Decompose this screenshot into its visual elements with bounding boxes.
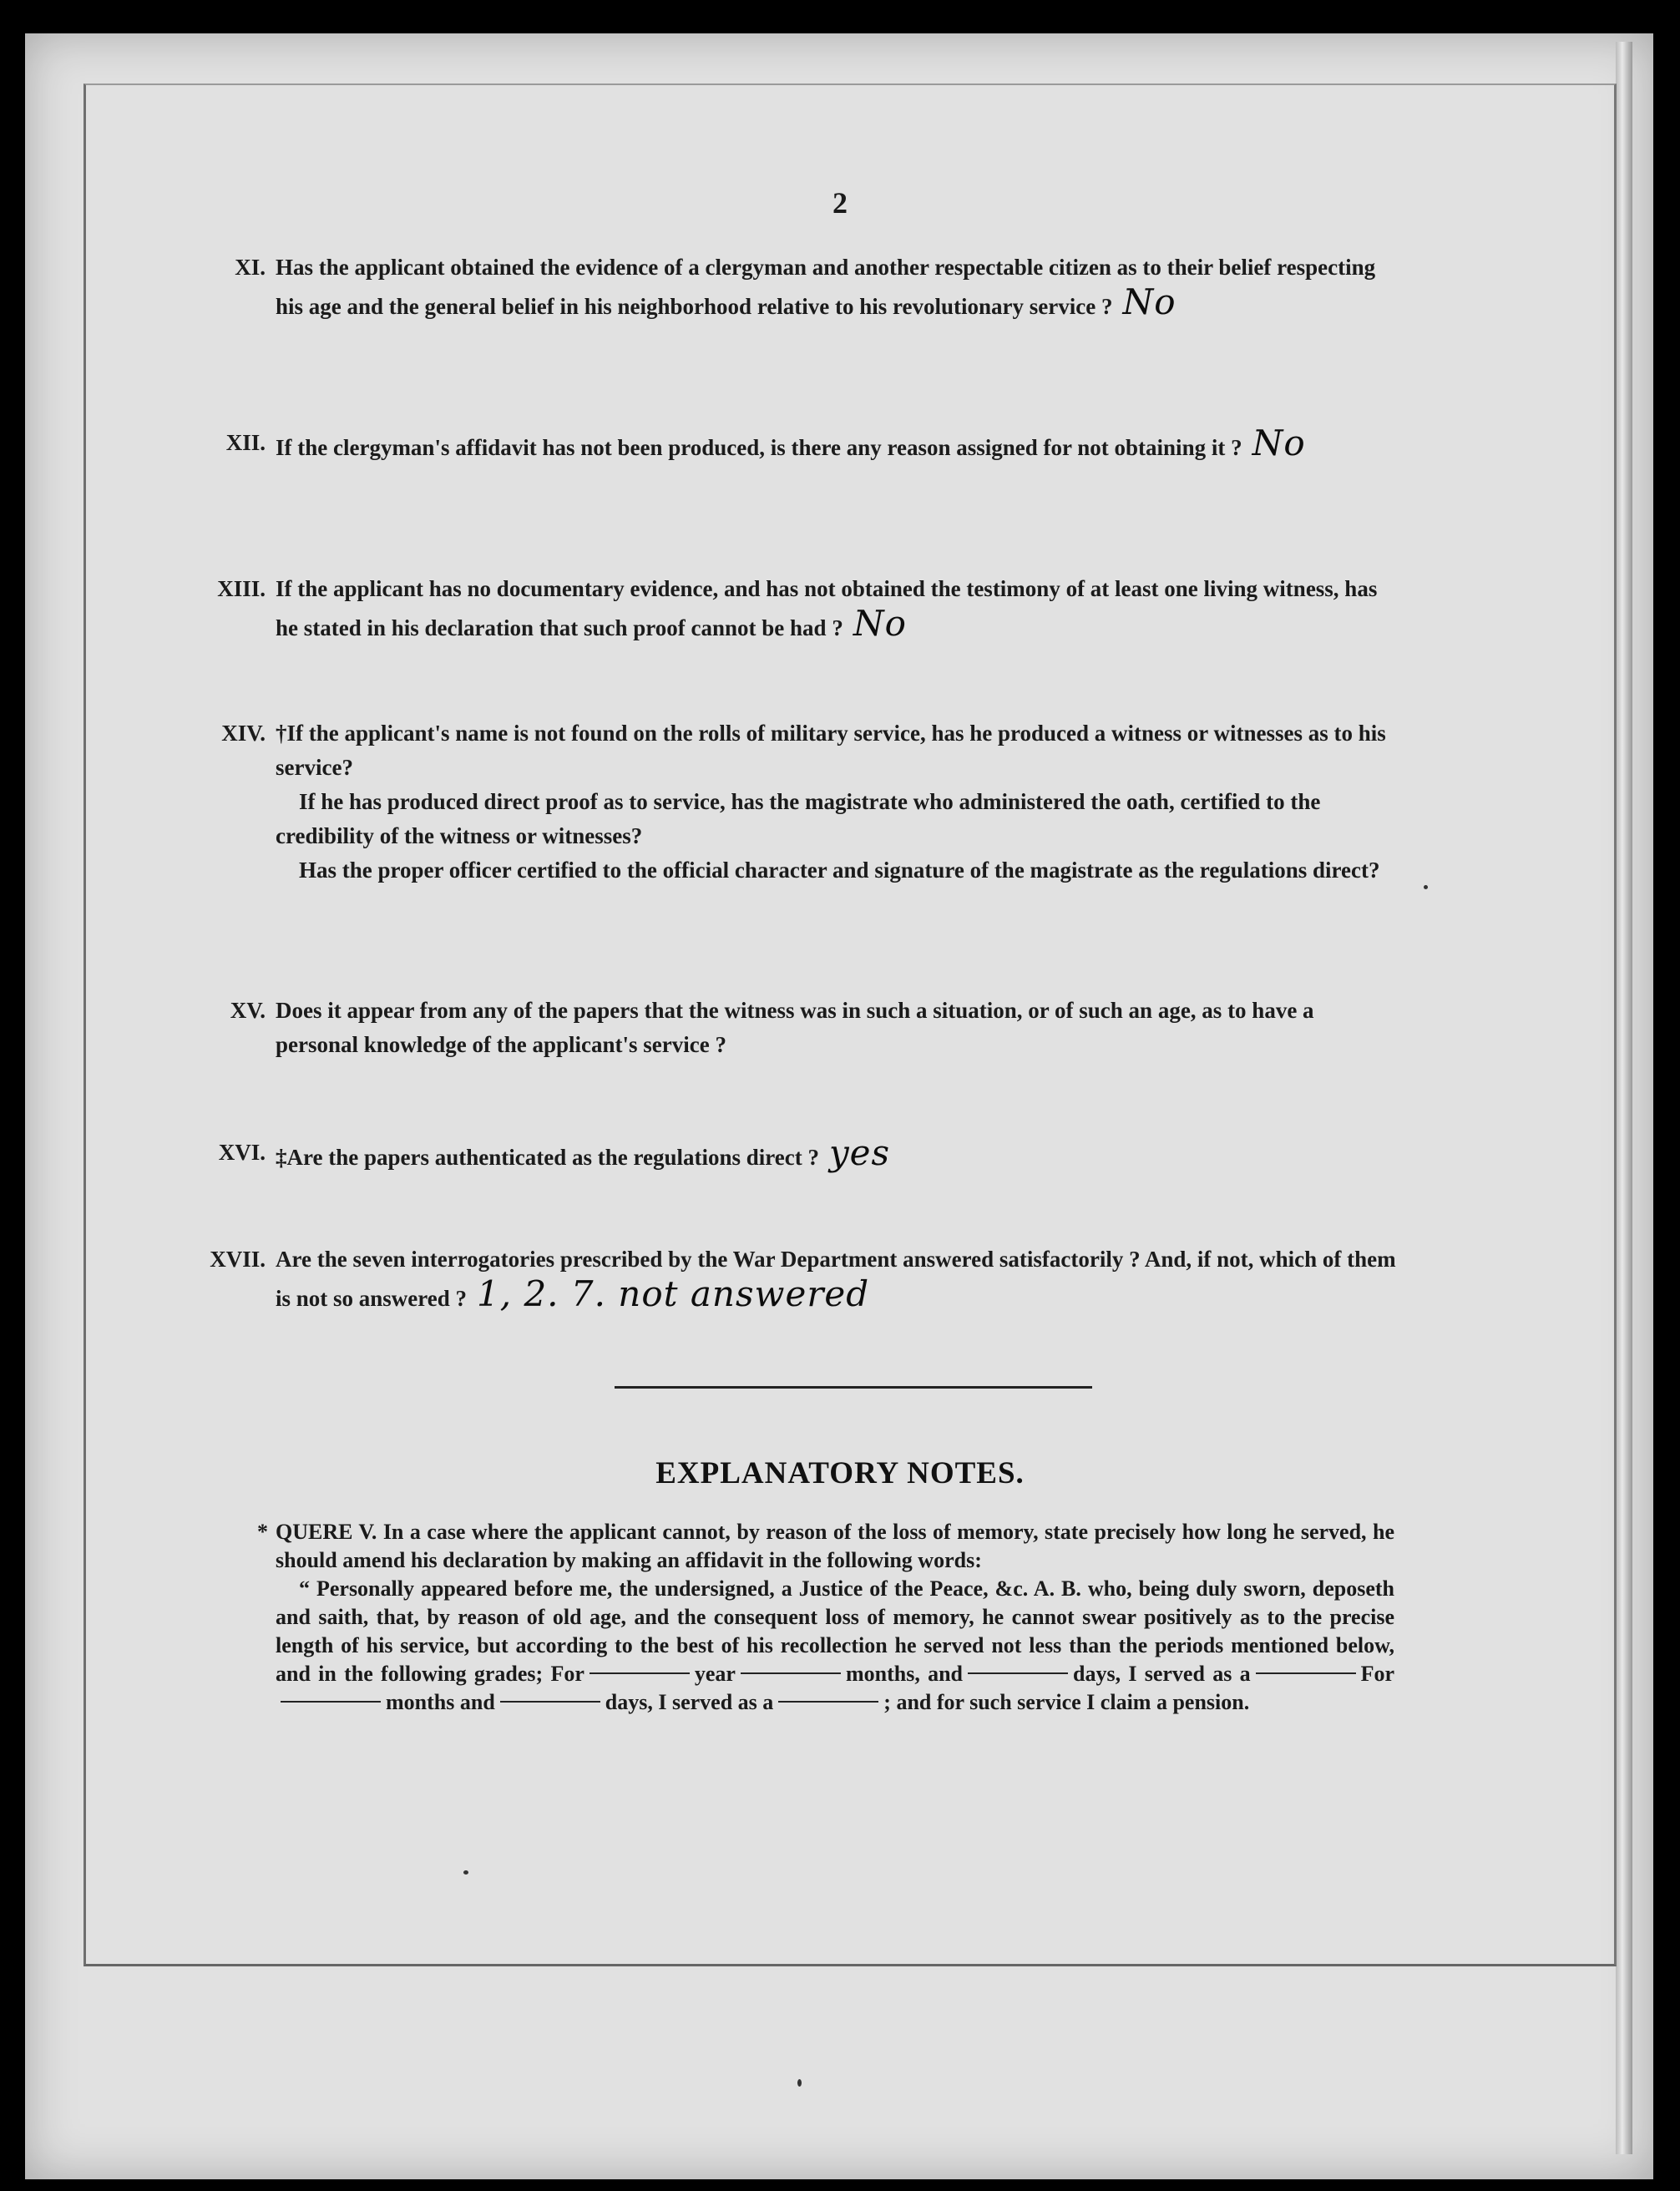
question-xvii bbox=[210, 1242, 1399, 1316]
question-xiv bbox=[221, 716, 1399, 888]
handwritten-answer: yes bbox=[828, 1132, 891, 1173]
question-text: ‡Are the papers authenticated as the regulations direct ? bbox=[276, 1145, 819, 1170]
blank-line bbox=[778, 1701, 878, 1703]
affidavit-word: days, I served as a bbox=[1073, 1662, 1251, 1686]
question-numeral: XIII. bbox=[217, 576, 266, 601]
blank-line bbox=[1256, 1672, 1356, 1674]
notes-intro: In a case where the applicant cannot, by reason of the loss of memory, state precisely how long he served, he should amend his declaration by making an affidavit in the following words: bbox=[276, 1520, 1394, 1572]
question-xi bbox=[235, 250, 1399, 324]
affidavit-word: days, I served as a bbox=[605, 1690, 774, 1714]
affidavit-word: year bbox=[694, 1662, 736, 1686]
affidavit-word: months, and bbox=[845, 1662, 964, 1686]
page-number: 2 bbox=[832, 186, 848, 220]
notes-title: EXPLANATORY NOTES. bbox=[655, 1456, 1025, 1490]
explanatory-notes bbox=[257, 1518, 1394, 1717]
handwritten-answer: 1, 2. 7. not answered bbox=[477, 1273, 870, 1314]
question-text: Has the proper officer certified to the official character and signature of the magistrate as the regulations direct? bbox=[299, 858, 1380, 883]
notes-heading: QUERE V. bbox=[276, 1520, 377, 1544]
question-text: If he has produced direct proof as to service, has the magistrate who administered the oath, certified to the credibility of the witness or witnesses? bbox=[276, 789, 1321, 848]
section-divider bbox=[615, 1386, 1092, 1389]
handwritten-answer: No bbox=[1252, 423, 1306, 463]
blank-line bbox=[500, 1701, 600, 1703]
question-text: Does it appear from any of the papers that the witness was in such a situation, or of such an age, as to have a personal knowledge of the applicant's service ? bbox=[276, 998, 1314, 1057]
page-edge bbox=[1616, 42, 1632, 2154]
footnote-marker: * bbox=[257, 1520, 268, 1544]
affidavit-word: For bbox=[1360, 1662, 1394, 1686]
ink-speck bbox=[1424, 885, 1428, 889]
question-numeral: XI. bbox=[235, 255, 266, 280]
question-text: If the applicant has no documentary evidence, and has not obtained the testimony of at least one living witness, has he stated in his declaration that such proof cannot be had ? bbox=[276, 576, 1378, 640]
blank-line bbox=[590, 1672, 690, 1674]
question-xiii bbox=[217, 572, 1399, 645]
handwritten-answer: No bbox=[853, 603, 907, 644]
question-text: If the clergyman's affidavit has not been produced, is there any reason assigned for not obtaining it ? bbox=[276, 435, 1242, 460]
affidavit-word: ; and for such service I claim a pension. bbox=[883, 1690, 1250, 1714]
question-numeral: XVI. bbox=[218, 1140, 266, 1165]
affidavit-word: and bbox=[459, 1690, 495, 1714]
ink-speck bbox=[463, 1870, 468, 1875]
question-xii bbox=[225, 423, 1399, 465]
blank-line bbox=[968, 1672, 1068, 1674]
handwritten-answer: No bbox=[1122, 281, 1177, 322]
question-numeral: XII. bbox=[225, 430, 266, 455]
question-text: Are the seven interrogatories prescribed by the War Department answered satisfactorily ? And, if not, which of them is not so answered ? bbox=[276, 1247, 1396, 1311]
blank-line bbox=[741, 1672, 841, 1674]
question-xv bbox=[230, 994, 1399, 1062]
affidavit-text: “ Personally appeared before me, the undersigned, a Justice of the Peace, &c. A. B. who, being duly sworn, deposeth and saith, that, by reason of old age, and the consequent loss of memory, he cannot swear positively as to the precise length of his service, but according to the best of his recollection he served not less than the periods mentioned below, and in the following grades; For bbox=[276, 1576, 1394, 1686]
question-numeral: XVII. bbox=[210, 1247, 266, 1272]
blank-line bbox=[281, 1701, 381, 1703]
question-numeral: XV. bbox=[230, 998, 266, 1023]
question-text: †If the applicant's name is not found on the rolls of military service, has he produced a witness or witnesses as to his service? bbox=[276, 721, 1386, 780]
question-xvi bbox=[218, 1132, 1399, 1175]
question-numeral: XIV. bbox=[221, 721, 266, 746]
ink-speck bbox=[797, 2079, 802, 2087]
affidavit-word: months bbox=[386, 1690, 455, 1714]
question-text: Has the applicant obtained the evidence of a clergyman and another respectable citizen as to their belief respecting his age and the general belief in his neighborhood relative to his revolutionary service ? bbox=[276, 255, 1376, 319]
